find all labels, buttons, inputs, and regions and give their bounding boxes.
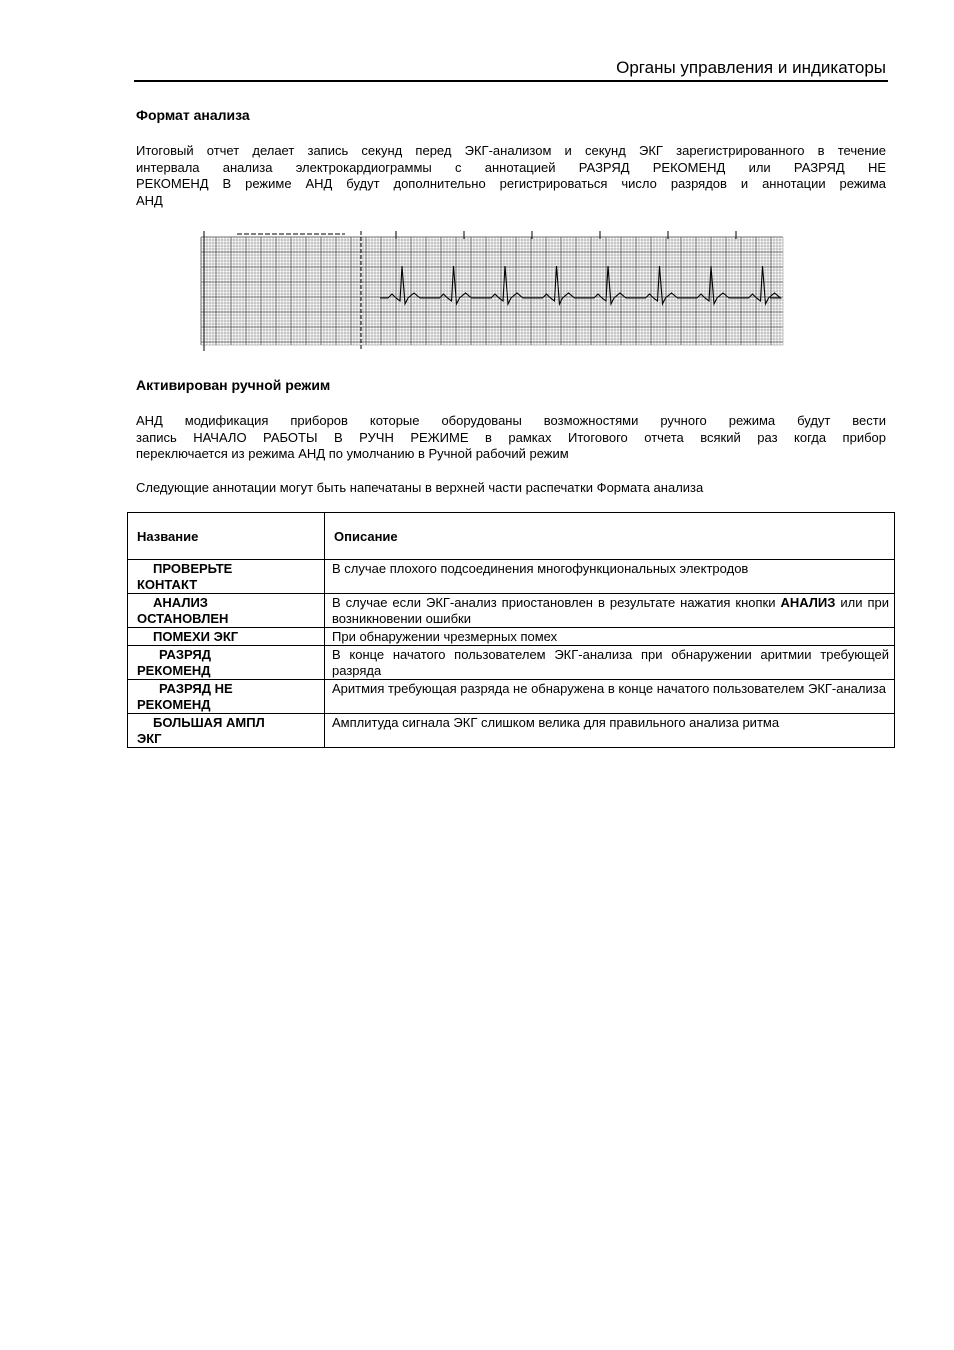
- paragraph-line: АНД модификация приборов которые оборудованы возможностями ручного режима будут вести: [136, 413, 886, 428]
- annotations-intro-paragraph: Следующие аннотации могут быть напечатаны в верхней части распечатки Формата анализа: [136, 480, 704, 495]
- annotation-name: ПРОВЕРЬТЕ КОНТАКТ: [128, 560, 325, 594]
- table-row: [128, 680, 895, 714]
- column-header-description: Описание: [325, 513, 895, 560]
- annotation-description: Аритмия требующая разряда не обнаружена в конце начатого пользователем ЭКГ-анализа: [325, 680, 895, 714]
- paragraph-line: АНД: [136, 192, 163, 208]
- annotations-table: [127, 512, 895, 748]
- annotation-name: РАЗРЯД РЕКОМЕНД: [128, 646, 325, 680]
- annotation-name: БОЛЬШАЯ АМПЛ ЭКГ: [128, 714, 325, 748]
- analysis-format-paragraph: [136, 143, 886, 209]
- annotation-description: В случае если ЭКГ-анализ приостановлен в результате нажатия кнопки АНАЛИЗ или при возникновении ошибки: [325, 594, 895, 628]
- table-row: [128, 628, 895, 646]
- paragraph-line: РЕКОМЕНД В режиме АНД будут дополнительно регистрироваться число разрядов и аннотации режима: [136, 176, 886, 191]
- table-row: [128, 594, 895, 628]
- annotation-name: ПОМЕХИ ЭКГ: [128, 628, 325, 646]
- paragraph-line: Итоговый отчет делает запись секунд перед ЭКГ-анализом и секунд ЭКГ зарегистрированного в течение: [136, 143, 886, 158]
- annotation-description: При обнаружении чрезмерных помех: [325, 628, 895, 646]
- annotation-name: РАЗРЯД НЕ РЕКОМЕНД: [128, 680, 325, 714]
- table-header-row: [128, 513, 895, 560]
- ecg-strip-illustration: [197, 231, 785, 351]
- paragraph-line: интервала анализа электрокардиограммы с аннотацией РАЗРЯД РЕКОМЕНД или РАЗРЯД НЕ: [136, 159, 886, 175]
- page-header: [134, 56, 888, 82]
- annotation-name: АНАЛИЗ ОСТАНОВЛЕН: [128, 594, 325, 628]
- section-heading-manual-mode: Активирован ручной режим: [136, 377, 331, 393]
- column-header-name: Название: [128, 513, 325, 560]
- paragraph-line: переключается из режима АНД по умолчанию в Ручной рабочий режим: [136, 446, 569, 461]
- annotation-description: В конце начатого пользователем ЭКГ-анализа при обнаружении аритмии требующей разряда: [325, 646, 895, 680]
- annotation-description: Амплитуда сигнала ЭКГ слишком велика для правильного анализа ритма: [325, 714, 895, 748]
- annotation-description: В случае плохого подсоединения многофункциональных электродов: [325, 560, 895, 594]
- table-row: [128, 714, 895, 748]
- page-header-title: Органы управления и индикаторы: [616, 58, 886, 77]
- paragraph-line: запись НАЧАЛО РАБОТЫ В РУЧН РЕЖИМЕ в рамках Итогового отчета всякий раз когда прибор: [136, 429, 886, 445]
- section-heading-analysis-format: Формат анализа: [136, 107, 250, 123]
- table-row: [128, 646, 895, 680]
- table-row: [128, 560, 895, 594]
- manual-mode-paragraph: [136, 413, 886, 463]
